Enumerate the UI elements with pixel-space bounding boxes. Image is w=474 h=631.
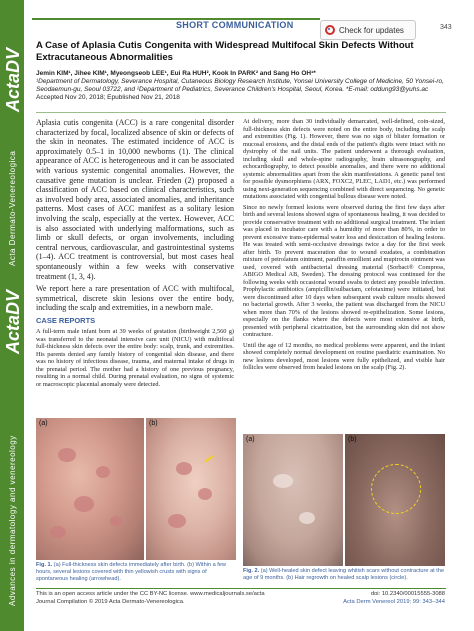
page-number: 343	[440, 24, 452, 31]
skin-defect	[110, 516, 122, 526]
healed-scar	[299, 512, 315, 524]
figure-2-caption-text: (a) Well-healed skin defect leaving whitish scars without contracture at the age of 9 months. (b) Hair regrowth on healed scalp lesions (circle).	[243, 568, 445, 581]
figure-1-caption-label: Fig. 1.	[36, 562, 53, 568]
footer-citation	[300, 591, 445, 606]
arrowhead-icon	[204, 455, 213, 462]
skin-defect	[96, 466, 110, 478]
figure-2-caption	[243, 568, 445, 582]
case-reports-heading: CASE REPORTS	[36, 315, 96, 325]
section-label: SHORT COMMUNICATION	[176, 20, 294, 30]
accepted-date: Accepted Nov 20, 2018; Epublished Nov 21, 2018	[36, 94, 180, 101]
copyright-text: Journal Compilation © 2019 Acta Dermato-Venereologica.	[36, 598, 185, 605]
figure-2-caption-label: Fig. 2.	[243, 568, 260, 574]
figure-1b-label: (b)	[149, 420, 158, 427]
citation-text: Acta Derm Venereol 2019; 99: 343–344	[343, 598, 445, 605]
report-paragraph: We report here a rare presentation of ACC with multifocal, symmetrical, discrete skin lesions over the entire body, including the scalp and extremities, in a newborn male.	[36, 284, 234, 313]
author-block	[36, 70, 446, 102]
figure-1	[36, 418, 236, 560]
right-paragraph-2: Since no newly formed lesions were observed during the first few days after birth and several lesions showed signs of spontaneous healing, it was decided to provide conservative treatment with no additional surgical treatment. The infant was placed in incubator care with a humidity of more than 80%, in order to prevent excessive trans-epidermal water loss and desiccation of healing lesions. He was treated with semi-occlusive dressings twice a day for the first week after birth. To prevent maceration due to wound exudates, a combination mixture of petrolatum ointment, paraffin emollient and mupirocin ointment was used, covered with antibacterial dressing material (Sorbact® Compress, ABIGO Medical AB, Sweden). The dressing protocol was continued for the following weeks with occasional wound swabs to detect any possible infection. Prophylactic antibiotics (ampicillin/sulbactam, cefotaxime) were initiated, but were discontinued after 10 days when subsequent swab culture results showed no bacterial growth. After 3 weeks, the patient was discharged from the NICU when more than 70% of the lesions showed re-epithelization. Some lesions, especially on the flanks where the defects were most extensive at birth, presented with peripheral cicatrization, but the surrounding skin did not show contracture.	[243, 203, 445, 338]
author-affiliation: ¹Department of Dermatology, Severance Hospital, Cutaneous Biology Research Institute, Yonsei University College of Medicine, 50 Yonsei-ro, Seodaemun-gu, Seoul 03722, and ²Department of Pediatrics, Severance Children's Hospital, Seoul, Korea. *E-mail: oddung93@yuhs.ac	[36, 78, 444, 93]
figure-2	[243, 434, 445, 566]
skin-defect	[74, 496, 94, 512]
journal-series-top: Acta Dermato-Venereologica	[8, 150, 17, 266]
figure-2a-photo	[243, 434, 343, 566]
figure-1-caption	[36, 562, 236, 582]
skin-defect	[58, 448, 76, 462]
healed-scar	[273, 474, 293, 488]
figure-1a-photo	[36, 418, 144, 560]
intro-paragraph: Aplasia cutis congenita (ACC) is a rare congenital disorder characterized by focal, localized absence of skin or defects of the skin in neonates. The estimated incidence of ACC is approximately 0.5–1 in 10,000 newborns (1). The clinical appearance of ACC is heterogeneous and it can be associated with various systemic congenital anomalies. However, the causative gene mutation is unclear. Frieden (2) proposed a classification of ACC based on clinical characteristics, such as involved body area, associated anomalies, and inheritance patterns. Most cases of ACC manifest as a solitary lesion involving the scalp, especially at the vertex. However, ACC is also associated with underlying malformations, such as limb or skull defects, or organ involvements, including central nervous, cardiovascular, and gastrointestinal systems (1–4). ACC treatment is controversial, but most cases heal spontaneously within a few weeks with conservative treatment (1, 3, 4).	[36, 118, 234, 281]
left-column	[36, 118, 234, 391]
title-rule	[36, 112, 446, 113]
author-names: Jemin KIM¹, Jihee KIM¹, Myeongseob LEE¹, Eui Ra HUH², Kook In PARK² and Sang Ho OH¹*	[36, 70, 316, 77]
figure-1-caption-text: (a) Full-thickness skin defects immediately after birth. (b) Within a few hours, several lesions covered with thin yellowish crusts with signs of spontaneous healing (arrowhead).	[36, 562, 226, 582]
skin-defect	[198, 488, 212, 500]
check-updates-label: Check for updates	[339, 25, 404, 35]
footer-license	[36, 591, 276, 606]
skin-defect	[50, 526, 66, 538]
case-paragraph: A full-term male infant born at 39 weeks of gestation (birthweight 2,560 g) was transferred to the neonatal intensive care unit (NICU) with multifocal full-thickness skin defects over the entire body: scalp, trunk, and extremities. His parents denied any family history of congenital skin disease, and there was no history of infectious disease, trauma, and maternal intake of drugs in the prenatal period. The mother had a history of one previous pregnancy, resulting in a normal child. During prenatal evaluation, no signs of systemic or macroscopic placental anomaly were detected.	[36, 328, 234, 388]
figure-1b-photo	[146, 418, 236, 560]
article-title: A Case of Aplasia Cutis Congenita with Widespread Multifocal Skin Defects Without Extracutaneous Abnormalities	[36, 40, 414, 63]
journal-series-bottom: Advances in dermatology and venereology	[8, 435, 17, 606]
figure-2b-photo	[345, 434, 445, 566]
license-text: This is an open access article under the CC BY-NC license. www.medicaljournals.se/acta	[36, 591, 265, 597]
skin-defect	[168, 514, 186, 528]
journal-brand-top: ActaDV	[3, 47, 23, 112]
crossmark-icon	[325, 25, 335, 35]
figure-2b-label: (b)	[348, 436, 357, 443]
skin-defect	[176, 462, 192, 475]
footer-rule	[36, 588, 446, 589]
check-updates-button[interactable]	[320, 20, 416, 40]
figure-1a-label: (a)	[39, 420, 48, 427]
circle-marker-icon	[371, 464, 421, 514]
figure-2a-label: (a)	[246, 436, 255, 443]
right-column	[243, 118, 445, 375]
right-paragraph-1: At delivery, more than 30 individually demarcated, well-defined, coin-sized, full-thickness skin defects were noted on the entire body, including the scalp and extremities (Fig. 1). However, there was no sign of blister formation or mucosal erosions, and the distal ends of the patient's digits were intact with no dystrophy of the nail units. The patient underwent a thorough evaluation, including skull and whole-spine radiography, brain ultrasonography, and echocardiography, to detect possible anomalies, and there were no additional systemic abnormalities apart from the skin manifestations. A genetic panel test for possible dysmorphisms (ARX, FOXC2, PLEC, LAD1, etc.) was performed using next-generation sequencing combined with direct sequencing. No genetic mutations associated with congenital bullous disease were noted.	[243, 118, 445, 200]
doi-text: doi: 10.2340/00015555-3088	[370, 591, 445, 597]
journal-brand-bottom: ActaDV	[3, 289, 23, 354]
right-paragraph-3: Until the age of 12 months, no medical problems were apparent, and the infant showed completely normal development on routine paediatric examination. No new lesions developed, most lesions were fully epithelized, and visible hair follicles were observed from healed lesions on the scalp (Fig. 2).	[243, 341, 445, 371]
